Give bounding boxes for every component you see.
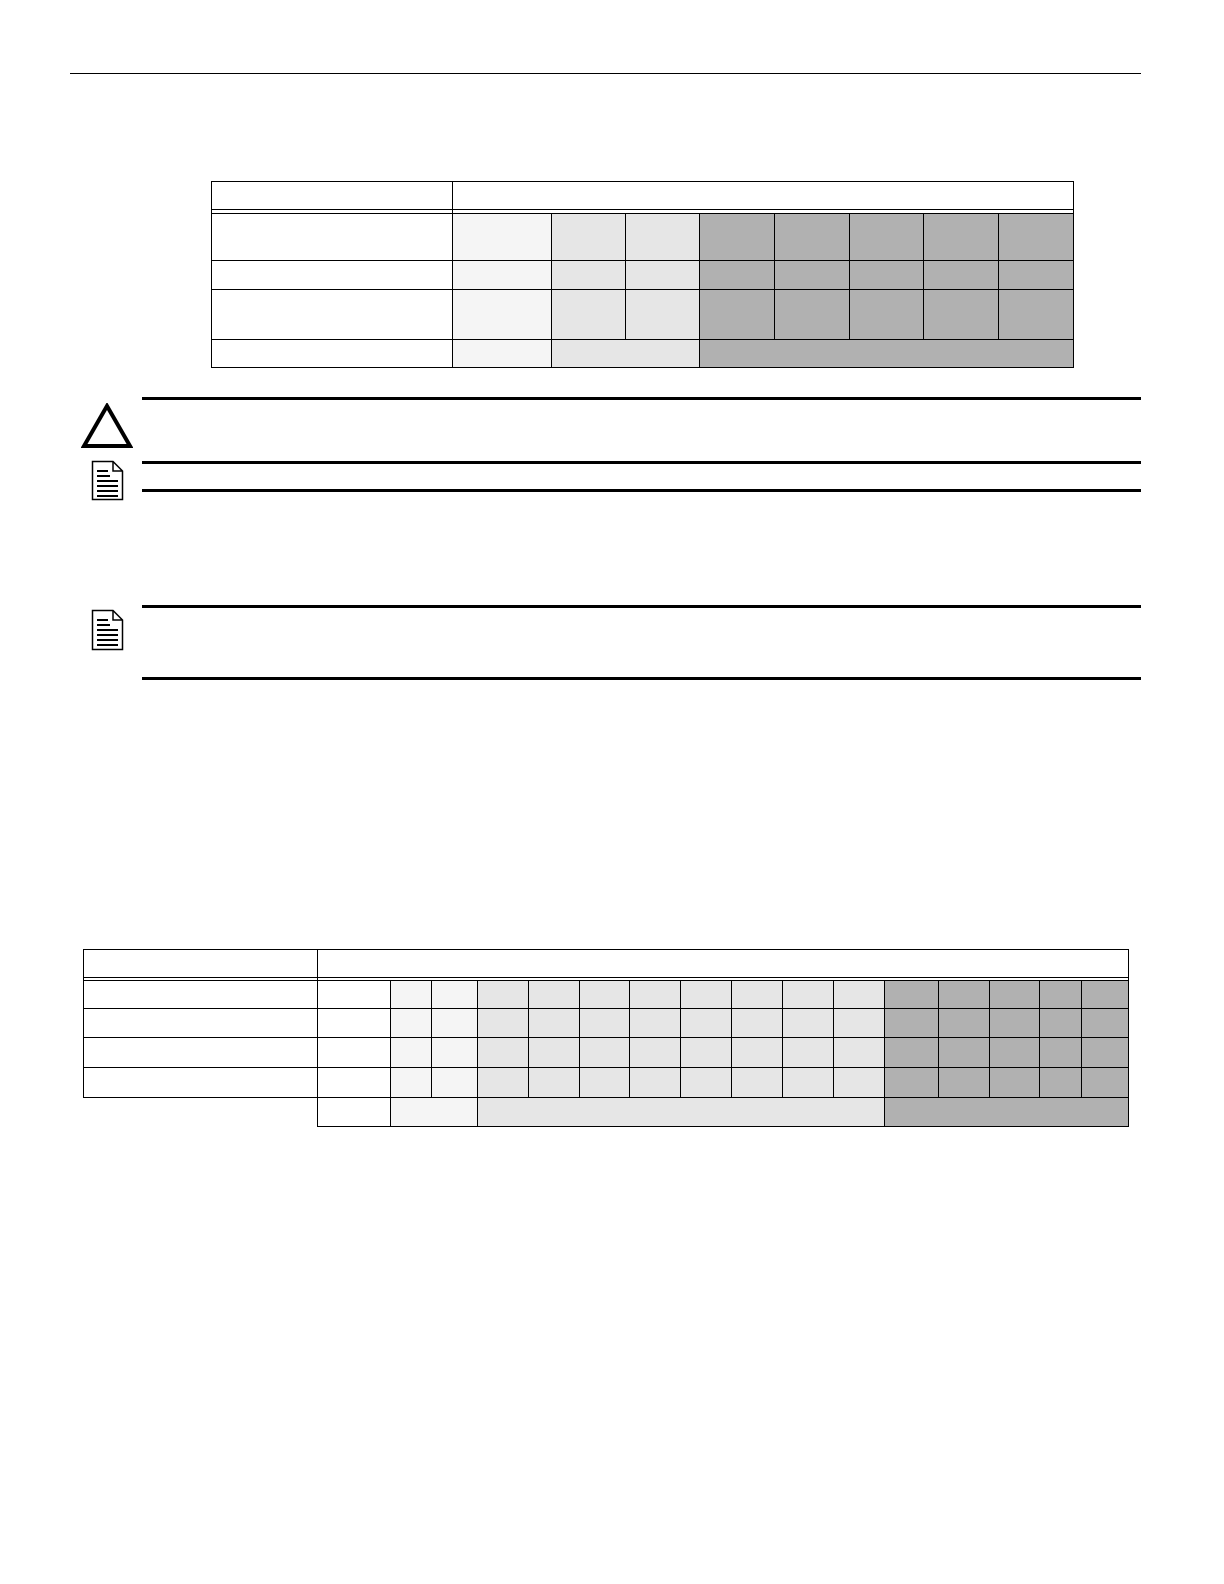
- table-cell: [391, 1038, 432, 1068]
- table-cell: [580, 1009, 630, 1038]
- table-cell: [1040, 1038, 1082, 1068]
- table-cell: [924, 261, 999, 290]
- table-cell: [432, 981, 478, 1009]
- table-cell: [1082, 1068, 1129, 1098]
- table-cell: [552, 290, 626, 340]
- table-cell: [700, 340, 1074, 368]
- table-cell: [999, 214, 1074, 261]
- table-cell: [990, 1038, 1040, 1068]
- table-cell: [478, 1009, 529, 1038]
- legend-cell: [885, 1098, 1129, 1127]
- table-cell: [626, 261, 700, 290]
- table-cell: [850, 290, 924, 340]
- table-cell: [700, 261, 775, 290]
- table-row: [84, 981, 1129, 1009]
- table-cell: [432, 1068, 478, 1098]
- table-cell: [529, 1009, 580, 1038]
- table-cell: [1040, 981, 1082, 1009]
- table-cell: [700, 290, 775, 340]
- legend-cell: [318, 1098, 391, 1127]
- table-cell: [885, 1009, 939, 1038]
- table-cell: [681, 1009, 732, 1038]
- caution-bottom-rule: [142, 461, 1141, 464]
- table-cell: [850, 261, 924, 290]
- header-rule: [70, 73, 1141, 74]
- table-1-header-row: [212, 182, 1074, 210]
- table-cell: [681, 981, 732, 1009]
- table-row: [84, 1068, 1129, 1098]
- table-cell: [939, 981, 990, 1009]
- table-cell: [529, 1068, 580, 1098]
- table-cell: [1082, 1038, 1129, 1068]
- table-cell: [391, 1009, 432, 1038]
- table-cell: [990, 1009, 1040, 1038]
- table-cell: [783, 1009, 834, 1038]
- table-cell: [783, 1068, 834, 1098]
- table-cell: [783, 981, 834, 1009]
- table-cell: [775, 214, 850, 261]
- table-cell: [478, 1068, 529, 1098]
- table-2-header-span: [318, 950, 1129, 978]
- table-cell: [783, 1038, 834, 1068]
- table-cell: [391, 1068, 432, 1098]
- table-2: [83, 949, 1129, 1127]
- table-cell: [453, 214, 552, 261]
- table-cell: [681, 1038, 732, 1068]
- table-cell: [478, 981, 529, 1009]
- table-cell: [885, 1038, 939, 1068]
- note-2-top-rule: [142, 605, 1141, 608]
- table-cell: [318, 1068, 391, 1098]
- table-cell: [700, 214, 775, 261]
- note-document-icon: [91, 460, 124, 501]
- table-cell: [850, 214, 924, 261]
- table-cell: [834, 1009, 885, 1038]
- table-cell: [834, 981, 885, 1009]
- table-cell: [1040, 1009, 1082, 1038]
- table-cell: [580, 1068, 630, 1098]
- row-label: [212, 290, 453, 340]
- legend-cell: [478, 1098, 885, 1127]
- table-cell: [732, 981, 783, 1009]
- table-cell: [552, 340, 700, 368]
- table-cell: [939, 1068, 990, 1098]
- table-cell: [626, 214, 700, 261]
- table-cell: [529, 981, 580, 1009]
- table-cell: [453, 261, 552, 290]
- table-cell: [924, 290, 999, 340]
- table-cell: [318, 981, 391, 1009]
- table-cell: [990, 981, 1040, 1009]
- table-2-header-label: [84, 950, 318, 978]
- table-1-header-label: [212, 182, 453, 210]
- table-cell: [630, 1068, 681, 1098]
- table-cell: [834, 1068, 885, 1098]
- table-cell: [885, 1068, 939, 1098]
- table-cell: [1082, 981, 1129, 1009]
- row-label: [212, 340, 453, 368]
- table-cell: [939, 1038, 990, 1068]
- table-cell: [999, 290, 1074, 340]
- table-cell: [580, 981, 630, 1009]
- table-cell: [478, 1038, 529, 1068]
- table-2-legend-row: [84, 1098, 1129, 1127]
- table-cell: [630, 1009, 681, 1038]
- table-cell: [318, 1038, 391, 1068]
- table-cell: [552, 261, 626, 290]
- table-cell: [453, 290, 552, 340]
- note-1-bottom-rule: [142, 489, 1141, 492]
- table-cell: [775, 290, 850, 340]
- table-1-header-span: [453, 182, 1074, 210]
- table-cell: [732, 1038, 783, 1068]
- table-cell: [775, 261, 850, 290]
- table-cell: [432, 1009, 478, 1038]
- row-label: [84, 1038, 318, 1068]
- caution-top-rule: [142, 397, 1141, 400]
- row-label: [84, 981, 318, 1009]
- note-document-icon: [91, 609, 124, 651]
- table-cell: [453, 340, 552, 368]
- table-cell: [432, 1038, 478, 1068]
- table-cell: [990, 1068, 1040, 1098]
- table-1: [211, 181, 1074, 368]
- note-2-bottom-rule: [142, 677, 1141, 680]
- table-cell: [999, 261, 1074, 290]
- row-label: [212, 214, 453, 261]
- table-cell: [732, 1009, 783, 1038]
- table-cell: [939, 1009, 990, 1038]
- table-row: [84, 1009, 1129, 1038]
- table-row: [212, 290, 1074, 340]
- table-cell: [1040, 1068, 1082, 1098]
- row-label: [84, 1068, 318, 1098]
- table-cell: [626, 290, 700, 340]
- table-row: [212, 340, 1074, 368]
- table-row: [84, 1038, 1129, 1068]
- caution-triangle-icon: [81, 403, 133, 449]
- table-cell: [529, 1038, 580, 1068]
- table-cell: [391, 981, 432, 1009]
- table-cell: [924, 214, 999, 261]
- table-row: [212, 214, 1074, 261]
- table-2-header-row: [84, 950, 1129, 978]
- table-cell: [681, 1068, 732, 1098]
- table-cell: [630, 981, 681, 1009]
- table-cell: [580, 1038, 630, 1068]
- row-label: [212, 261, 453, 290]
- table-cell: [834, 1038, 885, 1068]
- table-cell: [732, 1068, 783, 1098]
- table-cell: [318, 1009, 391, 1038]
- legend-cell: [391, 1098, 478, 1127]
- row-label: [84, 1009, 318, 1038]
- table-cell: [885, 981, 939, 1009]
- table-cell: [630, 1038, 681, 1068]
- table-cell: [1082, 1009, 1129, 1038]
- table-cell: [552, 214, 626, 261]
- table-row: [212, 261, 1074, 290]
